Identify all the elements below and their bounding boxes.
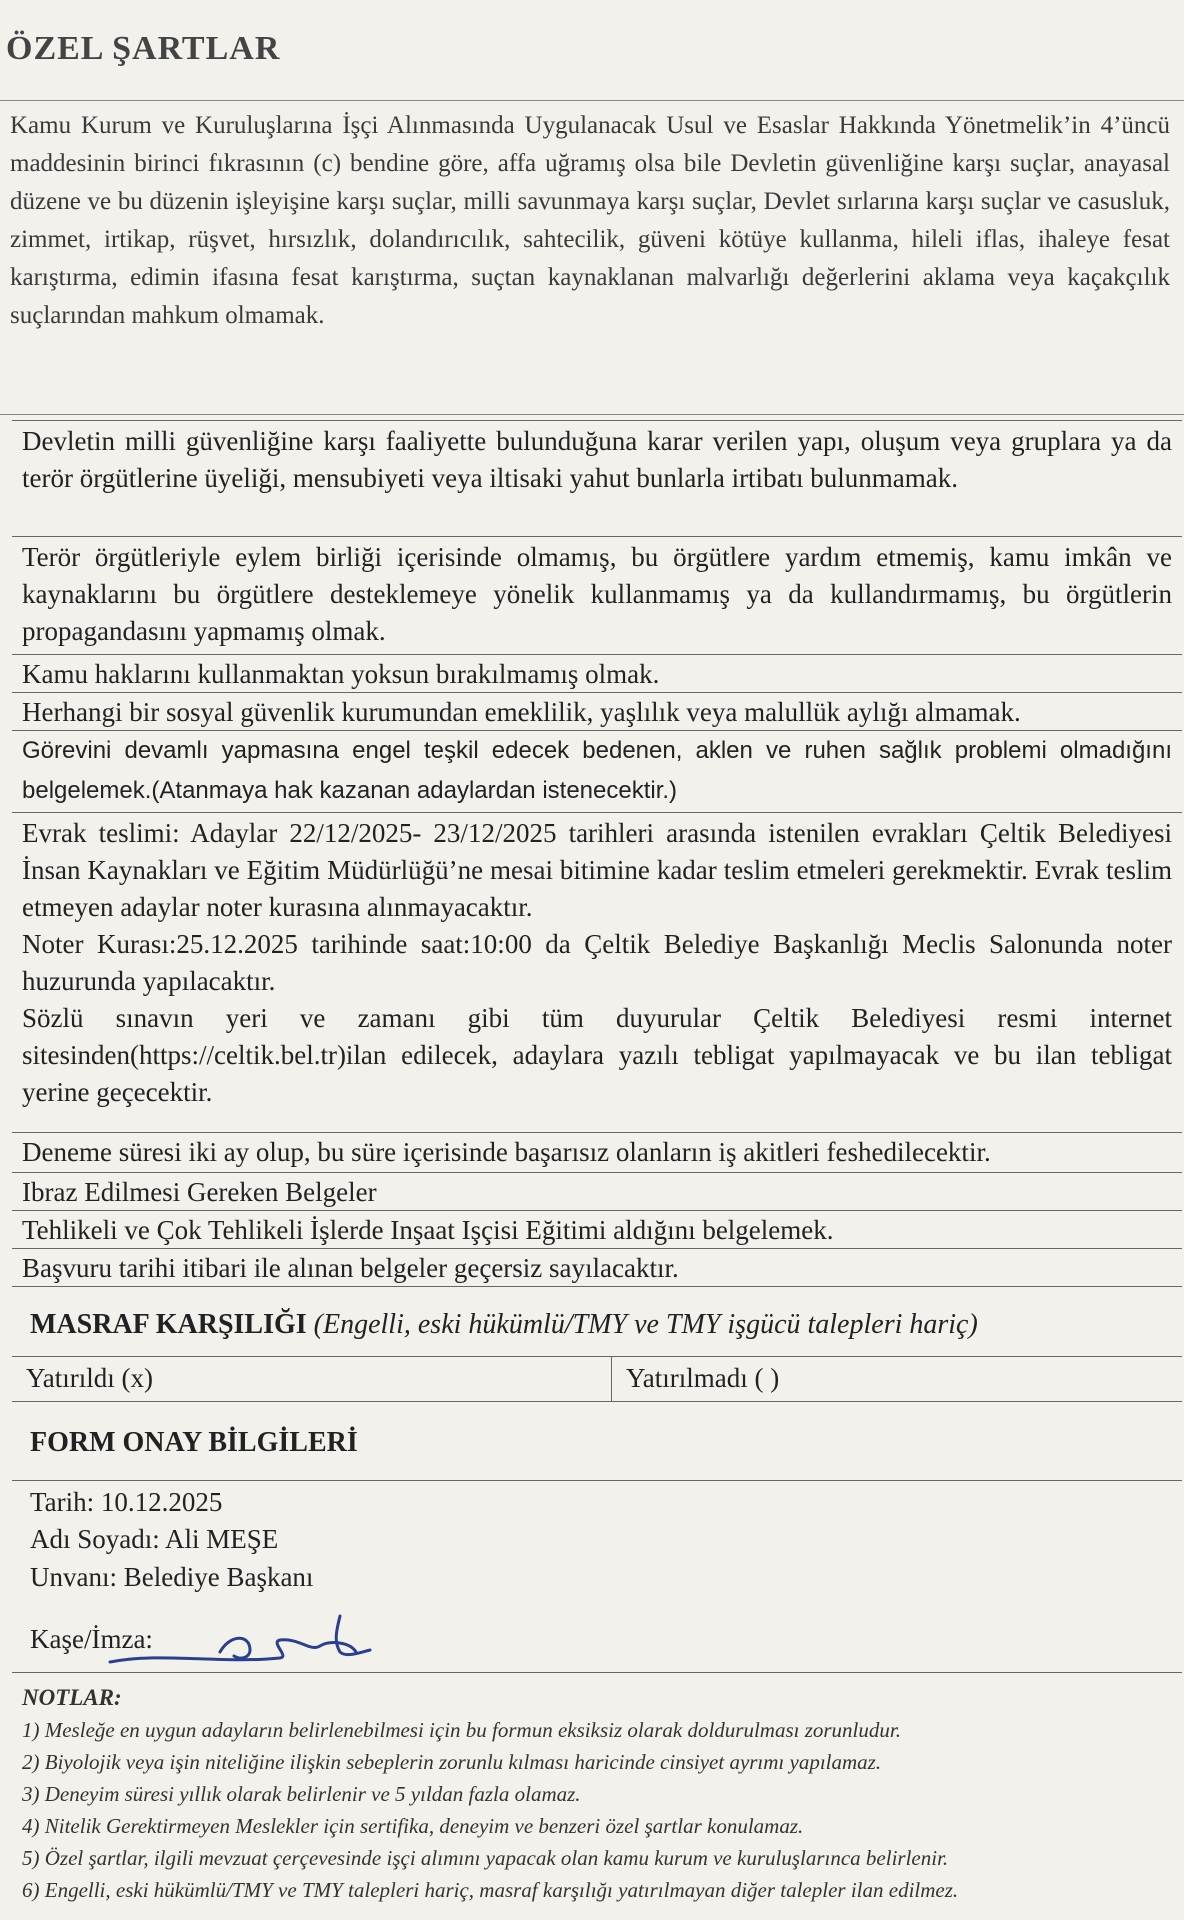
note-item: 4) Nitelik Gerektirmeyen Meslekler için sertifika, deneyim ve benzeri özel şartlar konulamaz. bbox=[22, 1814, 804, 1838]
form-approval-heading: FORM ONAY BİLGİLERİ bbox=[30, 1427, 358, 1458]
paid-option: Yatırıldı (x) bbox=[12, 1357, 612, 1401]
masraf-note: (Engelli, eski hükümlü/TMY ve TMY işgücü talepleri hariç) bbox=[313, 1309, 978, 1340]
not-paid-option: Yatırılmadı ( ) bbox=[626, 1363, 780, 1393]
notes-heading: NOTLAR: bbox=[22, 1685, 122, 1710]
form-name: Adı Soyadı: Ali MEŞE bbox=[30, 1524, 279, 1554]
section-title: ÖZEL ŞARTLAR bbox=[6, 30, 281, 67]
notes-section bbox=[22, 1682, 1172, 1906]
condition-row-dates bbox=[12, 813, 1182, 1133]
condition-row: Görevini devamlı yapmasına engel teşkil edecek bedenen, aklen ve ruhen sağlık problemi olmadığını belgelemek.(Atanmaya hak kazanan adaylardan istenecektir.) bbox=[12, 731, 1182, 813]
form-divider bbox=[12, 1672, 1182, 1673]
form-title: Unvanı: Belediye Başkanı bbox=[30, 1562, 314, 1592]
document-delivery-text: Evrak teslimi: Adaylar 22/12/2025- 23/12/2025 tarihleri arasında istenilen evrakları Çeltik Belediyesi İnsan Kaynakları ve Eğitim Müdürlüğü’ne mesai bitimine kadar teslim etmeleri gerekmektir. Evrak teslim etmeyen adaylar noter kurasına alınmayacaktır. bbox=[22, 818, 1172, 922]
announcement-text: Sözlü sınavın yeri ve zamanı gibi tüm duyurular Çeltik Belediyesi resmi internet sitesinden(https://celtik.bel.tr)ilan edilecek, adaylara yazılı tebligat yapılmayacak ve bu ilan tebligat yerine geçecektir. bbox=[22, 1003, 1172, 1107]
form-date: Tarih: 10.12.2025 bbox=[12, 1480, 1182, 1521]
signature-icon bbox=[100, 1612, 380, 1672]
note-item: 6) Engelli, eski hükümlü/TMY ve TMY talepleri hariç, masraf karşılığı yatırılmayan diğer talepler ilan edilmez. bbox=[22, 1878, 959, 1902]
condition-row: Terör örgütleriyle eylem birliği içerisinde olmamış, bu örgütlere yardım etmemiş, kamu imkân ve kaynaklarını bu örgütlere desteklemeye yönelik kullanmamış ya da kullandırmamış, bu örgütlerin propagandasını yapmamış olmak. bbox=[12, 537, 1182, 655]
condition-row: Ibraz Edilmesi Gereken Belgeler bbox=[12, 1173, 1182, 1211]
masraf-heading bbox=[12, 1300, 1182, 1350]
notary-lottery-text: Noter Kurası:25.12.2025 tarihinde saat:10:00 da Çeltik Belediye Başkanlığı Meclis Salonunda noter huzurunda yapılacaktır. bbox=[22, 929, 1172, 996]
note-item: 1) Mesleğe en uygun adayların belirlenebilmesi için bu formun eksiksiz olarak doldurulması zorunludur. bbox=[22, 1718, 901, 1742]
condition-row: Başvuru tarihi itibari ile alınan belgeler geçersiz sayılacaktır. bbox=[12, 1249, 1182, 1287]
condition-paragraph-1: Kamu Kurum ve Kuruluşlarına İşçi Alınmasında Uygulanacak Usul ve Esaslar Hakkında Yönetmelik’in 4’üncü maddesinin birinci fıkrasının (c) bendine göre, affa uğramış olsa bile Devletin güvenliğine karşı suçlar, anayasal düzene ve bu düzenin işleyişine karşı suçlar, milli savunmaya karşı suçlar, Devlet sırlarına karşı suçlar ve casusluk, zimmet, irtikap, rüşvet, hırsızlık, dolandırıcılık, sahtecilik, güveni kötüye kullanma, hileli iflas, ihaleye fesat karıştırma, edimin ifasına fesat karıştırma, suçtan kaynaklanan malvarlığı değerlerini aklama veya kaçakçılık suçlarından mahkum olmamak. bbox=[0, 100, 1184, 415]
condition-row: Herhangi bir sosyal güvenlik kurumundan emeklilik, yaşlılık veya malullük aylığı almamak. bbox=[12, 693, 1182, 731]
condition-row: Devletin milli güvenliğine karşı faaliyette bulunduğuna karar verilen yapı, oluşum veya gruplara ya da terör örgütlerine üyeliği, mensubiyeti veya iltisaki yahut bunlarla irtibatı bulunmamak. bbox=[12, 421, 1182, 537]
form-stamp-label: Kaşe/İmza: bbox=[30, 1624, 153, 1654]
masraf-title: MASRAF KARŞILIĞI bbox=[30, 1309, 307, 1340]
condition-row: Tehlikeli ve Çok Tehlikeli İşlerde Inşaat Işçisi Eğitimi aldığını belgelemek. bbox=[12, 1211, 1182, 1249]
condition-row: Kamu haklarını kullanmaktan yoksun bırakılmamış olmak. bbox=[12, 655, 1182, 693]
conditions-table bbox=[12, 420, 1182, 1287]
note-item: 2) Biyolojik veya işin niteliğine ilişkin sebeplerin zorunlu kılması haricinde cinsiyet ayrımı yapılamaz. bbox=[22, 1750, 882, 1774]
condition-row: Deneme süresi iki ay olup, bu süre içerisinde başarısız olanların iş akitleri feshedilecektir. bbox=[12, 1133, 1182, 1173]
note-item: 3) Deneyim süresi yıllık olarak belirlenir ve 5 yıldan fazla olamaz. bbox=[22, 1782, 581, 1806]
payment-status-row bbox=[12, 1356, 1182, 1402]
note-item: 5) Özel şartlar, ilgili mevzuat çerçevesinde işçi alımını yapacak olan kamu kurum ve kuruluşlarınca belirlenir. bbox=[22, 1846, 949, 1870]
